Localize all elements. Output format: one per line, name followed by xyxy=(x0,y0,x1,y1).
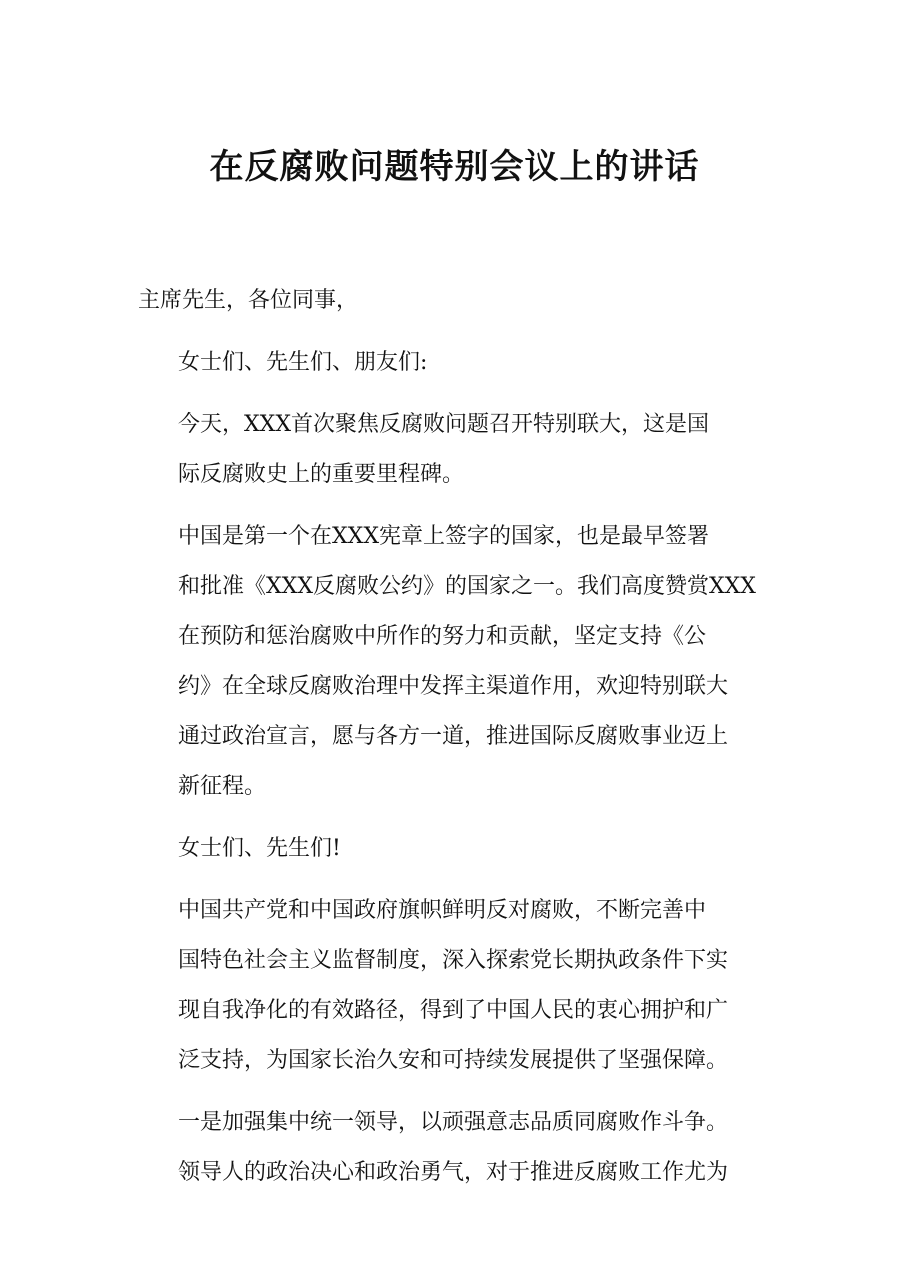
text-line: 泛支持，为国家长治久安和可持续发展提供了坚强保障。 xyxy=(178,1048,729,1073)
text-line: 领导人的政治决心和政治勇气，对于推进反腐败工作尤为 xyxy=(178,1160,729,1185)
text-line: 通过政治宣言，愿与各方一道，推进国际反腐败事业迈上 xyxy=(178,724,729,749)
text-line: 中国共产党和中国政府旗帜鲜明反对腐败，不断完善中 xyxy=(178,898,707,923)
paragraph xyxy=(138,512,778,812)
paragraph xyxy=(138,886,778,1086)
text-line: 在预防和惩治腐败中所作的努力和贡献，坚定支持《公 xyxy=(178,624,707,649)
document-title: 在反腐败问题特别会议上的讲话 xyxy=(209,147,700,187)
paragraph xyxy=(138,1098,778,1198)
paragraph xyxy=(138,400,778,500)
text-line: 约》在全球反腐败治理中发挥主渠道作用，欢迎特别联大 xyxy=(178,674,729,699)
text-line: 一是加强集中统一领导，以顽强意志品质同腐败作斗争。 xyxy=(178,1110,729,1135)
paragraph xyxy=(138,276,778,326)
text-line: 今天，XXX首次聚焦反腐败问题召开特别联大，这是国 xyxy=(178,412,709,437)
text-line: 主席先生，各位同事， xyxy=(138,288,359,313)
paragraph xyxy=(138,338,778,388)
document-body xyxy=(138,276,778,1210)
text-line: 际反腐败史上的重要里程碑。 xyxy=(178,462,465,487)
text-line: 现自我净化的有效路径，得到了中国人民的衷心拥护和广 xyxy=(178,998,729,1023)
text-line: 女士们、先生们! xyxy=(178,836,341,861)
text-line: 中国是第一个在XXX宪章上签字的国家，也是最早签署 xyxy=(178,524,709,549)
text-line: 和批准《XXX反腐败公约》的国家之一。我们高度赞赏XXX xyxy=(178,574,756,599)
paragraph xyxy=(138,824,778,874)
text-line: 国特色社会主义监督制度，深入探索党长期执政条件下实 xyxy=(178,948,729,973)
text-line: 女士们、先生们、朋友们: xyxy=(178,350,428,375)
text-line: 新征程。 xyxy=(178,774,267,799)
